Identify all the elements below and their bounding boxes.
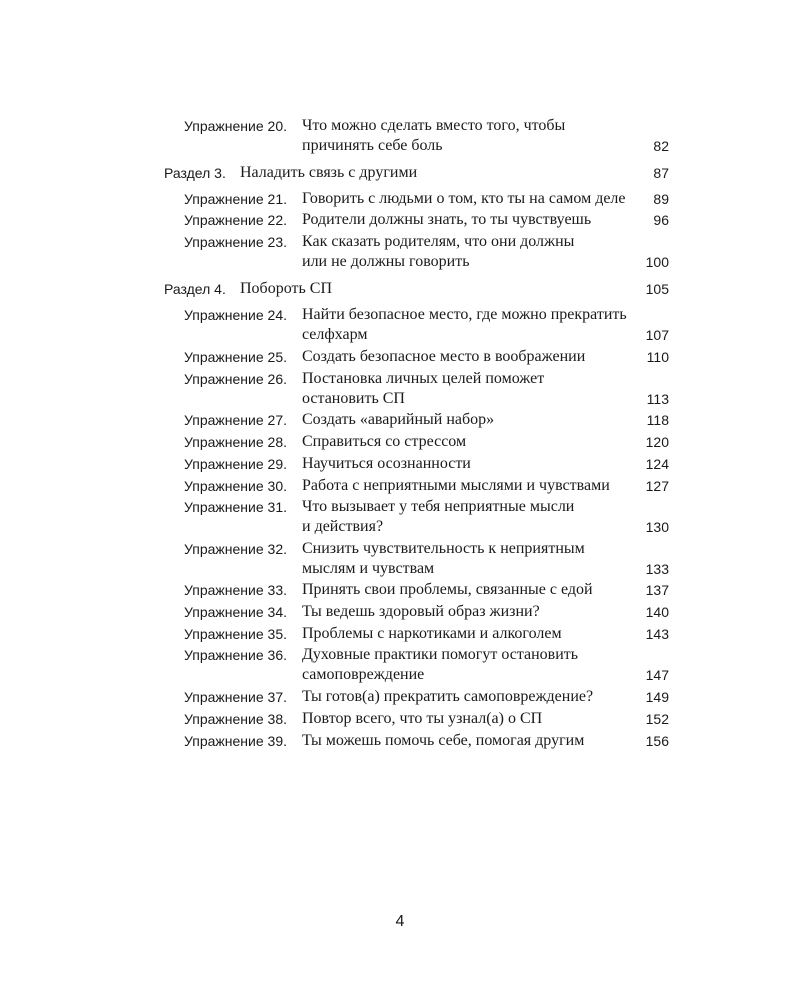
exercise-label: Упражнение 35. (184, 626, 287, 642)
toc-page-number: 130 (645, 519, 669, 535)
exercise-title: Что можно сделать вместо того, чтобы (302, 117, 566, 134)
exercise-label: Упражнение 37. (184, 689, 287, 705)
exercise-label: Упражнение 25. (184, 349, 287, 365)
section-label: Раздел 4. (164, 281, 226, 297)
exercise-title: Снизить чувствительность к неприятным (302, 540, 585, 557)
toc-page-number: 89 (653, 191, 669, 207)
section-title: Побороть СП (240, 280, 332, 297)
exercise-label: Упражнение 23. (184, 234, 287, 250)
exercise-title: Говорить с людьми о том, кто ты на самом деле (302, 190, 626, 207)
toc-page-number: 147 (645, 667, 669, 683)
exercise-label: Упражнение 24. (184, 307, 287, 323)
toc-page-number: 100 (645, 254, 669, 270)
exercise-label: Упражнение 38. (184, 711, 287, 727)
exercise-title: Что вызывает у тебя неприятные мысли (302, 498, 575, 515)
toc-page-number: 127 (645, 478, 669, 494)
toc-page-number: 120 (645, 434, 669, 450)
toc-page-number: 143 (645, 626, 669, 642)
exercise-title: Ты готов(а) прекратить самоповреждение? (302, 688, 594, 705)
exercise-label: Упражнение 36. (184, 647, 287, 663)
exercise-title: селфхарм (302, 326, 368, 343)
exercise-label: Упражнение 22. (184, 212, 287, 228)
toc-page-number: 133 (645, 561, 669, 577)
exercise-label: Упражнение 33. (184, 582, 287, 598)
toc-page-number: 149 (645, 689, 669, 705)
exercise-title: Создать безопасное место в воображении (302, 348, 586, 365)
exercise-title: Постановка личных целей поможет (302, 370, 545, 387)
exercise-title: и действия? (302, 518, 384, 535)
exercise-title: причинять себе боль (302, 137, 443, 154)
exercise-title: Справиться со стрессом (302, 433, 467, 450)
toc-page-number: 156 (645, 733, 669, 749)
exercise-title: Как сказать родителям, что они должны (302, 233, 575, 250)
toc-page-number: 82 (653, 138, 669, 154)
toc-page-number: 152 (645, 711, 669, 727)
toc-page-number: 110 (646, 349, 669, 365)
exercise-label: Упражнение 32. (184, 541, 287, 557)
toc-page-number: 113 (646, 391, 669, 407)
exercise-label: Упражнение 21. (184, 191, 287, 207)
exercise-title: Найти безопасное место, где можно прекратить (302, 306, 627, 323)
exercise-label: Упражнение 27. (184, 412, 287, 428)
exercise-label: Упражнение 28. (184, 434, 287, 450)
toc-page-number: 137 (645, 582, 669, 598)
exercise-label: Упражнение 34. (184, 604, 287, 620)
exercise-title: Научиться осознанности (302, 455, 471, 472)
exercise-label: Упражнение 39. (184, 733, 287, 749)
exercise-title: самоповреждение (302, 666, 425, 683)
toc-page-number: 107 (645, 327, 669, 343)
exercise-title: Повтор всего, что ты узнал(а) о СП (302, 710, 543, 727)
toc-page-number: 87 (653, 165, 669, 181)
exercise-title: остановить СП (302, 390, 405, 407)
exercise-title: Создать «аварийный набор» (302, 411, 495, 428)
toc-page-number: 124 (645, 456, 669, 472)
exercise-title: Родители должны знать, то ты чувствуешь (302, 211, 592, 228)
exercise-title: мыслям и чувствам (302, 560, 435, 577)
exercise-title: Принять свои проблемы, связанные с едой (302, 581, 593, 598)
toc-page-number: 140 (645, 604, 669, 620)
toc-page-number: 118 (646, 412, 669, 428)
exercise-label: Упражнение 30. (184, 478, 287, 494)
page-number: 4 (395, 913, 405, 930)
exercise-label: Упражнение 29. (184, 456, 287, 472)
exercise-label: Упражнение 20. (184, 118, 287, 134)
exercise-title: или не должны говорить (302, 253, 470, 270)
toc-page-number: 96 (653, 212, 669, 228)
exercise-title: Духовные практики помогут остановить (302, 646, 579, 663)
exercise-title: Ты ведешь здоровый образ жизни? (302, 603, 540, 620)
exercise-label: Упражнение 31. (184, 499, 287, 515)
exercise-title: Ты можешь помочь себе, помогая другим (302, 732, 585, 749)
exercise-title: Работа с неприятными мыслями и чувствами (302, 477, 610, 494)
toc-page-number: 105 (645, 281, 669, 297)
section-title: Наладить связь с другими (240, 164, 418, 181)
exercise-title: Проблемы с наркотиками и алкоголем (302, 625, 562, 642)
exercise-label: Упражнение 26. (184, 371, 287, 387)
section-label: Раздел 3. (164, 165, 226, 181)
